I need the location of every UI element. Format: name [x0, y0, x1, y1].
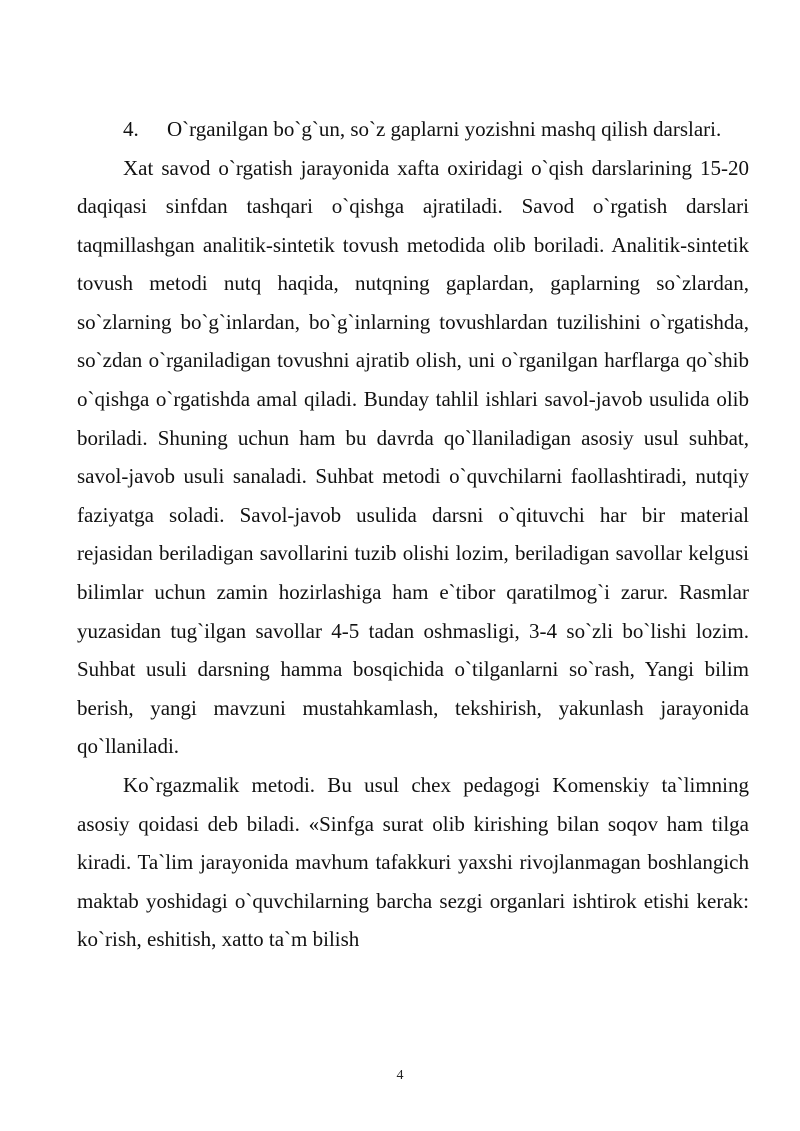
numbered-list-item — [77, 110, 749, 149]
page-number: 4 — [396, 1068, 404, 1083]
document-page — [77, 110, 749, 959]
list-item-text: O`rganilgan bo`g`un, so`z gaplarni yozishni mashq qilish darslari. — [167, 117, 722, 141]
paragraph-method-description: Xat savod o`rgatish jarayonida xafta oxiridagi o`qish darslarining 15-20 daqiqasi sinfdan tashqari o`qishga ajratiladi. Savod o`rgatish darslari taqmillashgan analitik-sintetik tovush metodida olib boriladi. Analitik-sintetik tovush metodi nutq haqida, nutqning gaplardan, gaplarning so`zlardan, so`zlarning bo`g`inlardan, bo`g`inlarning tovushlardan tuzilishini o`rgatishda, so`zdan o`rganiladigan tovushni ajratib olish, uni o`rganilgan harflarga qo`shib o`qishga o`rgatishda amal qiladi. Bunday tahlil ishlari savol-javob usulida olib boriladi. Shuning uchun ham bu davrda qo`llaniladigan asosiy usul suhbat, savol-javob usuli sanaladi. Suhbat metodi o`quvchilarni faollashtiradi, nutqiy faziyatga soladi. Savol-javob usulida darsni o`qituvchi har bir material rejasidan beriladigan savollarini tuzib olishi lozim, beriladigan savollar kelgusi bilimlar uchun zamin hozirlashiga ham e`tibor qaratilmog`i zarur. Rasmlar yuzasidan tug`ilgan savollar 4-5 tadan oshmasligi, 3-4 so`zli bo`lishi lozim. Suhbat usuli darsning hamma bosqichida o`tilganlarni so`rash, Yangi bilim berish, yangi mavzuni mustahkamlash, tekshirish, yakunlash jarayonida qo`llaniladi. — [77, 155, 749, 759]
paragraph-visual-method: Ko`rgazmalik metodi. Bu usul chex pedagogi Komenskiy ta`limning asosiy qoidasi deb biladi. «Sinfga surat olib kirishing bilan soqov ham tilga kiradi. Ta`lim jarayonida mavhum tafakkuri yaxshi rivojlanmagan boshlangich maktab yoshidagi o`quvchilarning barcha sezgi organlari ishtirok etishi kerak: ko`rish, eshitish, xatto ta`m bilish — [77, 773, 749, 952]
list-item-number: 4. — [123, 117, 139, 141]
